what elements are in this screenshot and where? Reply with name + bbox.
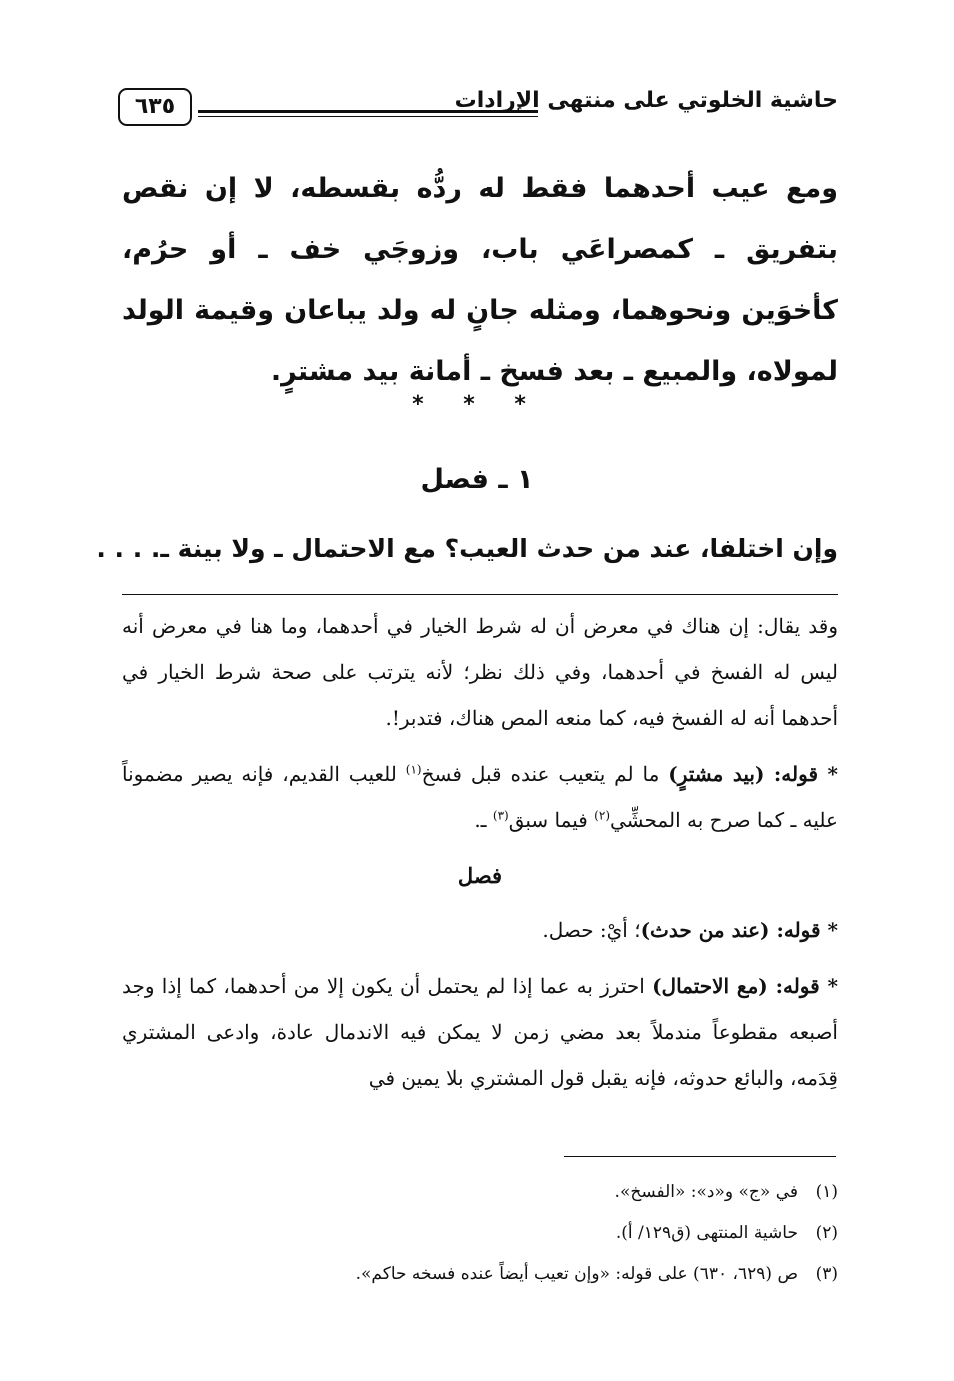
footnote-number: (٢) — [815, 1223, 838, 1243]
commentary-text: احترز به عما إذا لم يحتمل أن يكون إلا من أحدهما، كما إذا وجد أصبعه مقطوعاً مندملاً بعد مضي زمن لا يمكن فيه الاندمال عادة، وادعى المشتري قِدَمه، والبائع حدوثه، فإنه يقبل قول المشتري بلا يمين في — [122, 974, 838, 1090]
commentary-paragraph-3 — [122, 907, 838, 953]
footnote-rule — [564, 1156, 836, 1157]
commentary-paragraph-4 — [122, 963, 838, 1101]
commentary — [122, 603, 838, 1111]
footnote-ref-3: (٣) — [492, 808, 509, 823]
footnote-2 — [122, 1213, 838, 1254]
commentary-sub-heading: فصل — [457, 863, 503, 888]
commentary-lead: * قوله: (عند من حدث) — [640, 918, 838, 942]
page-number: ٦٣٥ — [118, 88, 192, 126]
commentary-text: فيما سبق — [508, 808, 595, 832]
footnote-text: في «ج» و«د»: «الفسخ». — [614, 1182, 798, 1202]
commentary-lead: * قوله: (مع الاحتمال) — [652, 974, 838, 998]
page-header — [118, 84, 838, 134]
footnote-ref-1: (١) — [405, 762, 422, 777]
footnote-number: (٣) — [815, 1264, 838, 1284]
commentary-paragraph-2 — [122, 751, 838, 843]
section-heading: ١ ـ فصل — [420, 464, 534, 495]
main-text: ومع عيب أحدهما فقط له ردُّه بقسطه، لا إن نقص بتفريق ـ كمصراعَي باب، وزوجَي خف ـ أو حرُم، كأخوَين ونحوهما، ومثله جانٍ له ولد يباعان وقيمة الولد لمولاه، والمبيع ـ بعد فسخ ـ أمانة بيد مشترٍ. — [122, 173, 838, 387]
footnotes — [122, 1172, 838, 1295]
header-rule — [198, 110, 538, 117]
footnote-1 — [122, 1172, 838, 1213]
commentary-text: للعيب القديم، فإنه يصير مضموناً عليه ـ كما صرح به المحشِّي — [122, 762, 838, 832]
section-first-line: وإن اختلفا، عند من حدث العيب؟ مع الاحتمال ـ ولا بينة ـ. . . . — [96, 534, 838, 563]
footnote-text: حاشية المنتهى (ق١٢٩/ أ). — [615, 1223, 798, 1243]
commentary-lead: * قوله: (بيد مشترٍ) — [668, 762, 839, 786]
commentary-text: ؛ أيْ: حصل. — [542, 918, 641, 942]
commentary-paragraph-1: وقد يقال: إن هناك في معرض أن له شرط الخيار في أحدهما، وما هنا في معرض أنه ليس له الفسخ في أحدهما، وفي ذلك نظر؛ لأنه يترتب على صحة شرط الخيار في أحدهما أنه له الفسخ فيه، كما منعه المص هناك، فتدبر!. — [122, 614, 838, 730]
footnote-number: (١) — [815, 1182, 838, 1202]
text-commentary-divider — [122, 594, 838, 595]
commentary-text: ما لم يتعيب عنده قبل فسخ — [421, 762, 669, 786]
footnote-3 — [122, 1254, 838, 1295]
footnote-ref-2: (٢) — [594, 808, 610, 823]
running-title: حاشية الخلوتي على منتهى الإرادات — [454, 88, 838, 113]
commentary-text: ـ. — [474, 808, 493, 832]
footnote-text: ص (٦٢٩، ٦٣٠) على قوله: «وإن تعيب أيضاً عنده فسخه حاكم». — [355, 1264, 798, 1284]
section-separator: * * * — [412, 392, 542, 417]
